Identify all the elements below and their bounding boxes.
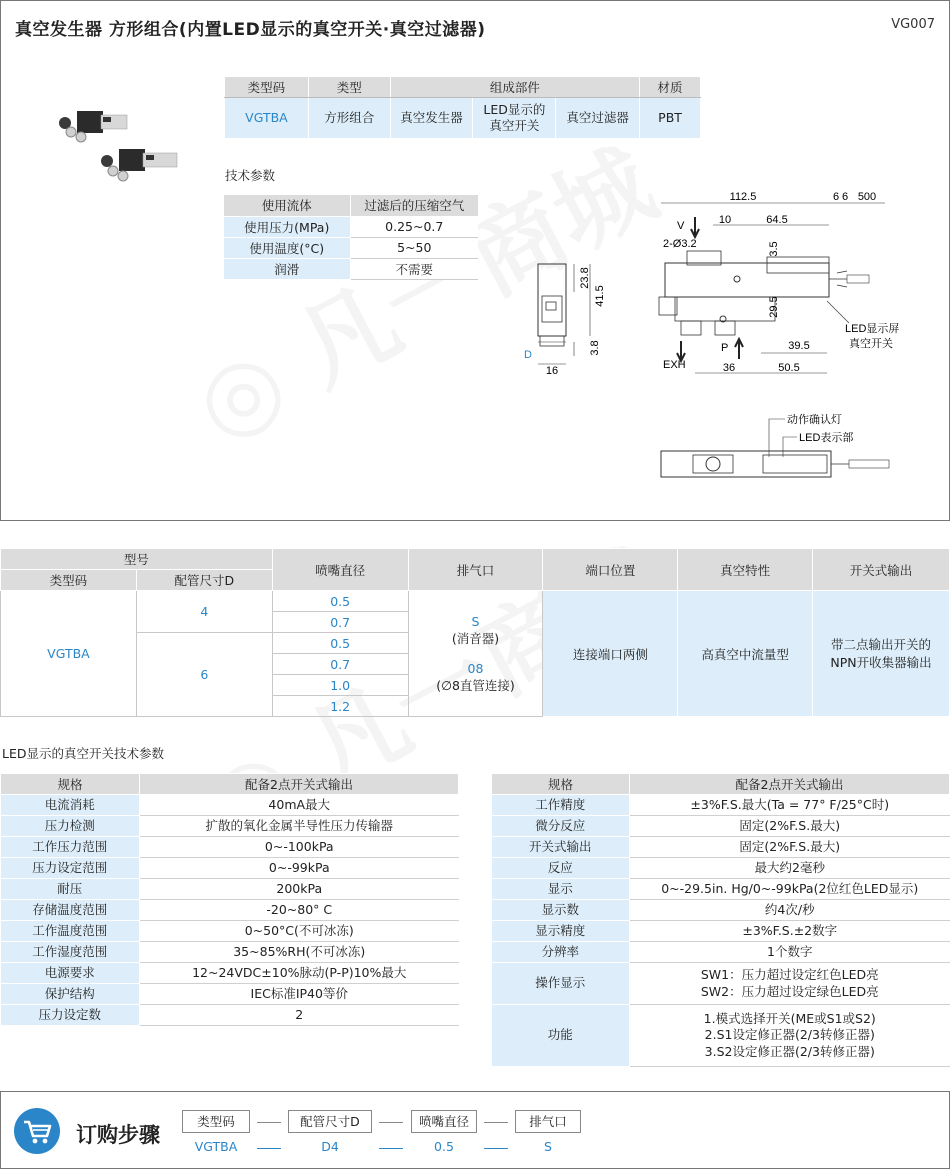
spec-value: 40mA最大 bbox=[140, 795, 459, 816]
col-header: 配备2点开关式输出 bbox=[630, 774, 950, 795]
part-cell: 真空过滤器 bbox=[556, 98, 640, 139]
exhaust-cell bbox=[408, 591, 543, 717]
spec-name: 微分反应 bbox=[492, 816, 630, 837]
table-row bbox=[1, 816, 459, 837]
product-overview-section bbox=[0, 0, 950, 521]
col-header: 真空特性 bbox=[678, 549, 813, 591]
function-line3: 3.S2设定修正器(2/3转修正器) bbox=[704, 1043, 875, 1059]
spec-value: IEC标准IP40等价 bbox=[140, 984, 459, 1005]
table-row bbox=[224, 237, 478, 258]
table-row bbox=[492, 816, 950, 837]
spec-name: 工作湿度范围 bbox=[1, 942, 140, 963]
front-view-drawing bbox=[651, 191, 946, 381]
spec-name: 显示 bbox=[492, 879, 630, 900]
group-header: 型号 bbox=[1, 549, 273, 570]
part-cell: LED显示的真空开关 bbox=[473, 98, 556, 139]
order-value-pipe-size: D4 bbox=[321, 1139, 339, 1154]
composition-table bbox=[224, 76, 701, 139]
col-header: 配管尺寸D bbox=[136, 570, 272, 591]
spec-name: 电源要求 bbox=[1, 963, 140, 984]
product-code: VG007 bbox=[891, 17, 935, 32]
table-row bbox=[492, 942, 950, 963]
dim-3-5: 3.5 bbox=[768, 241, 780, 257]
separator bbox=[484, 1122, 508, 1123]
separator bbox=[257, 1148, 281, 1149]
param-value: 不需要 bbox=[350, 258, 478, 279]
order-step-pipe-size: 配管尺寸D bbox=[288, 1110, 372, 1133]
order-step-exhaust: 排气口 bbox=[515, 1110, 581, 1133]
port-position-cell: 连接端口两侧 bbox=[543, 591, 678, 717]
table-row bbox=[492, 837, 950, 858]
dim-64-5: 64.5 bbox=[766, 214, 788, 226]
col-header: 类型码 bbox=[1, 570, 137, 591]
spec-value: 0~-29.5in. Hg/0~-99kPa(2位红色LED显示) bbox=[630, 879, 950, 900]
dim-6b: 6 bbox=[842, 191, 849, 203]
col-header: 排气口 bbox=[408, 549, 543, 591]
table-row bbox=[492, 795, 950, 816]
page-title: 真空发生器 方形组合(内置LED显示的真空开关·真空过滤器) bbox=[15, 20, 486, 40]
table-row bbox=[492, 963, 950, 1005]
dim-41-5: 41.5 bbox=[594, 285, 606, 307]
vacuum-char-cell: 高真空中流量型 bbox=[678, 591, 813, 717]
tech-caption: 技术参数 bbox=[225, 168, 276, 183]
spec-value: -20~80° C bbox=[140, 900, 459, 921]
col-header: 类型 bbox=[308, 77, 390, 98]
spec-name: 分辨率 bbox=[492, 942, 630, 963]
dim-112-5: 112.5 bbox=[729, 191, 757, 203]
switch-spec-right-table bbox=[491, 773, 950, 1067]
dim-3-8: 3.8 bbox=[589, 340, 601, 356]
label-vac-switch: 真空开关 bbox=[849, 338, 893, 350]
product-unit-2 bbox=[101, 149, 177, 181]
spec-name: 保护结构 bbox=[1, 984, 140, 1005]
product-unit-1 bbox=[59, 111, 127, 142]
table-row bbox=[1, 942, 459, 963]
spec-name: 压力设定数 bbox=[1, 1005, 140, 1026]
order-steps-bar bbox=[0, 1091, 950, 1169]
spec-value: 1个数字 bbox=[630, 942, 950, 963]
table-row bbox=[224, 258, 478, 279]
switch-output-line1: 带二点输出开关的 bbox=[831, 637, 932, 652]
spec-name: 耐压 bbox=[1, 879, 140, 900]
spec-value: 扩散的氧化金属半导性压力传输器 bbox=[140, 816, 459, 837]
type-code-cell: VGTBA bbox=[225, 98, 309, 139]
dim-39-5: 39.5 bbox=[788, 340, 810, 352]
table-row bbox=[1, 795, 459, 816]
spec-name: 工作温度范围 bbox=[1, 921, 140, 942]
col-header: 端口位置 bbox=[543, 549, 678, 591]
material-cell: PBT bbox=[640, 98, 701, 139]
label-led-display: LED表示部 bbox=[799, 432, 854, 444]
pipe-size-cell: 6 bbox=[136, 633, 272, 717]
nozzle-cell: 0.5 bbox=[272, 591, 408, 612]
table-row bbox=[1, 837, 459, 858]
table-row bbox=[492, 858, 950, 879]
order-step-type-code: 类型码 bbox=[182, 1110, 250, 1133]
table-row bbox=[1, 963, 459, 984]
model-table bbox=[0, 548, 950, 717]
col-header: 规格 bbox=[1, 774, 140, 795]
col-header: 类型码 bbox=[225, 77, 309, 98]
spec-value: ±3%F.S.±2数字 bbox=[630, 921, 950, 942]
label-d: D bbox=[524, 349, 532, 361]
spec-name: 功能 bbox=[492, 1005, 630, 1067]
param-name: 使用温度(°C) bbox=[224, 237, 350, 258]
col-header: 组成部件 bbox=[390, 77, 639, 98]
dim-23-8: 23.8 bbox=[579, 267, 591, 289]
switch-output-cell bbox=[813, 591, 950, 717]
nozzle-cell: 0.7 bbox=[272, 612, 408, 633]
spec-name: 操作显示 bbox=[492, 963, 630, 1005]
separator bbox=[379, 1122, 403, 1123]
spec-value: 2 bbox=[140, 1005, 459, 1026]
top-view-drawing bbox=[651, 411, 946, 491]
param-value: 5~50 bbox=[350, 237, 478, 258]
dim-16: 16 bbox=[545, 365, 559, 377]
col-header: 开关式输出 bbox=[813, 549, 950, 591]
function-line2: 2.S1设定修正器(2/3转修正器) bbox=[704, 1027, 875, 1043]
order-title: 订购步骤 bbox=[76, 1123, 160, 1147]
order-value-type-code: VGTBA bbox=[194, 1139, 238, 1154]
label-action-lamp: 动作确认灯 bbox=[787, 414, 842, 426]
tech-params-table bbox=[224, 195, 478, 280]
model-type-code: VGTBA bbox=[1, 591, 137, 717]
dim-29-5: 29.5 bbox=[768, 296, 780, 318]
label-exh: EXH bbox=[663, 359, 686, 371]
spec-value: 固定(2%F.S.最大) bbox=[630, 837, 950, 858]
param-value: 0.25~0.7 bbox=[350, 216, 478, 237]
part-cell: 真空发生器 bbox=[390, 98, 473, 139]
table-row bbox=[1, 921, 459, 942]
col-header: 使用流体 bbox=[224, 195, 350, 216]
nozzle-cell: 1.2 bbox=[272, 696, 408, 717]
spec-value: 0~-100kPa bbox=[140, 837, 459, 858]
spec-value: 12~24VDC±10%脉动(P-P)10%最大 bbox=[140, 963, 459, 984]
spec-value: ±3%F.S.最大(Ta = 77° F/25°C时) bbox=[630, 795, 950, 816]
separator bbox=[484, 1148, 508, 1149]
order-value-nozzle: 0.5 bbox=[434, 1139, 454, 1154]
spec-name: 工作压力范围 bbox=[1, 837, 140, 858]
label-p: P bbox=[721, 342, 729, 354]
nozzle-cell: 1.0 bbox=[272, 675, 408, 696]
table-row bbox=[1, 1005, 459, 1026]
spec-name: 电流消耗 bbox=[1, 795, 140, 816]
spec-value: 约4次/秒 bbox=[630, 900, 950, 921]
col-header: 过滤后的压缩空气 bbox=[350, 195, 478, 216]
dim-50-5: 50.5 bbox=[778, 362, 800, 374]
spec-name: 显示数 bbox=[492, 900, 630, 921]
spec-name: 显示精度 bbox=[492, 921, 630, 942]
table-row bbox=[1, 900, 459, 921]
spec-value: 0~-99kPa bbox=[140, 858, 459, 879]
function-line1: 1.模式选择开关(ME或S1或S2) bbox=[703, 1011, 876, 1027]
table-row bbox=[1, 858, 459, 879]
spec-value bbox=[630, 963, 950, 1005]
type-cell: 方形组合 bbox=[308, 98, 390, 139]
switch-output-line2: NPN开收集器输出 bbox=[830, 654, 932, 670]
spec-name: 反应 bbox=[492, 858, 630, 879]
cart-icon bbox=[14, 1108, 60, 1154]
label-hole: 2-Ø3.2 bbox=[663, 238, 697, 250]
spec-value: 35~85%RH(不可冰冻) bbox=[140, 942, 459, 963]
table-row bbox=[1, 879, 459, 900]
nozzle-cell: 0.7 bbox=[272, 654, 408, 675]
spec-name: 存储温度范围 bbox=[1, 900, 140, 921]
label-v: V bbox=[677, 220, 685, 232]
exhaust-08: 08 bbox=[467, 660, 484, 676]
spec-value: 0~50°C(不可冰冻) bbox=[140, 921, 459, 942]
spec-name: 工作精度 bbox=[492, 795, 630, 816]
order-value-exhaust: S bbox=[544, 1139, 552, 1154]
spec-value: 200kPa bbox=[140, 879, 459, 900]
dim-6: 6 bbox=[833, 191, 840, 203]
op-display-line1: SW1：压力超过设定红色LED亮 bbox=[700, 967, 879, 983]
side-view-drawing bbox=[516, 256, 616, 381]
spec-value bbox=[630, 1005, 950, 1067]
dim-10: 10 bbox=[718, 214, 732, 226]
table-row bbox=[224, 216, 478, 237]
spec-name: 开关式输出 bbox=[492, 837, 630, 858]
table-row bbox=[492, 921, 950, 942]
spec-value: 固定(2%F.S.最大) bbox=[630, 816, 950, 837]
table-row bbox=[492, 900, 950, 921]
separator bbox=[257, 1122, 281, 1123]
switch-spec-caption: LED显示的真空开关技术参数 bbox=[2, 746, 164, 761]
col-header: 喷嘴直径 bbox=[272, 549, 408, 591]
param-name: 使用压力(MPa) bbox=[224, 216, 350, 237]
col-header: 配备2点开关式输出 bbox=[140, 774, 459, 795]
op-display-line2: SW2：压力超过设定绿色LED亮 bbox=[700, 983, 879, 999]
exhaust-s-note: (消音器) bbox=[451, 631, 500, 646]
separator bbox=[379, 1148, 403, 1149]
nozzle-cell: 0.5 bbox=[272, 633, 408, 654]
table-row bbox=[492, 1005, 950, 1067]
col-header: 规格 bbox=[492, 774, 630, 795]
table-row bbox=[1, 984, 459, 1005]
dim-36: 36 bbox=[722, 362, 736, 374]
dim-500: 500 bbox=[857, 191, 877, 203]
product-photo bbox=[51, 101, 191, 191]
spec-name: 压力检测 bbox=[1, 816, 140, 837]
col-header: 材质 bbox=[640, 77, 701, 98]
order-step-nozzle: 喷嘴直径 bbox=[411, 1110, 477, 1133]
spec-value: 最大约2毫秒 bbox=[630, 858, 950, 879]
label-led-screen: LED显示屏 bbox=[845, 323, 900, 335]
param-name: 润滑 bbox=[224, 258, 350, 279]
exhaust-s: S bbox=[471, 613, 480, 629]
switch-spec-left-table bbox=[0, 773, 459, 1026]
pipe-size-cell: 4 bbox=[136, 591, 272, 633]
exhaust-08-note: (∅8直管连接) bbox=[436, 678, 515, 693]
table-row bbox=[492, 879, 950, 900]
spec-name: 压力设定范围 bbox=[1, 858, 140, 879]
